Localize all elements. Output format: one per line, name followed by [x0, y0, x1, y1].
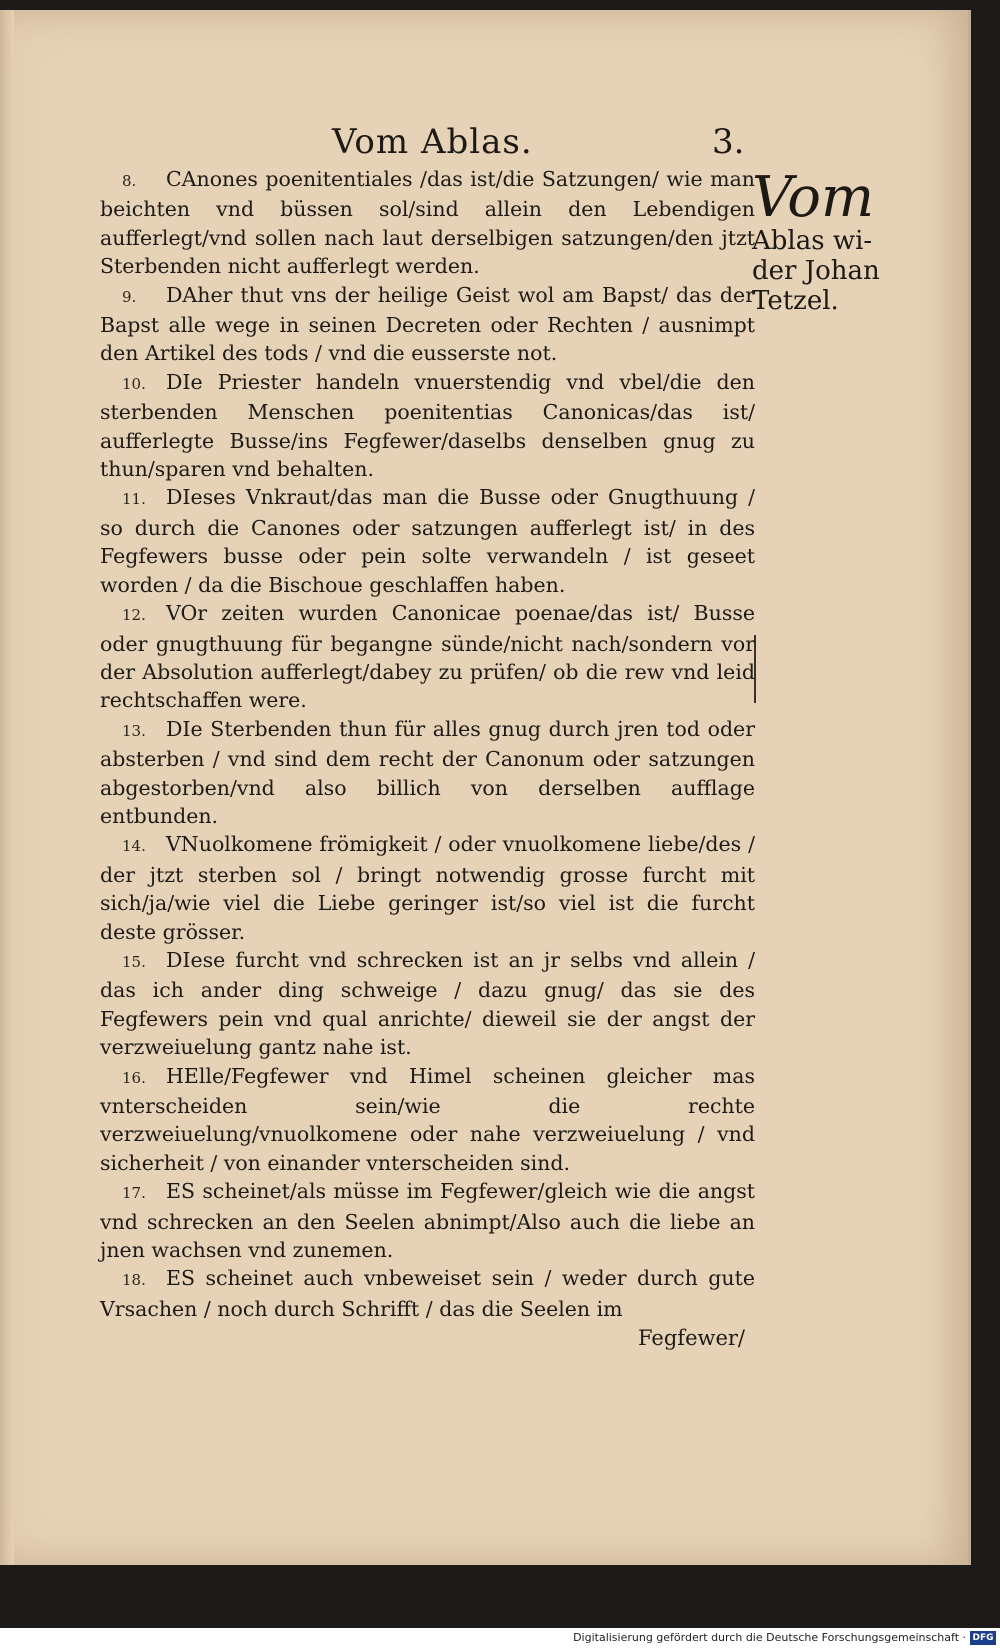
thesis-paragraph: [100, 483, 755, 599]
marginal-note-line: Vom: [752, 165, 875, 230]
thesis-text: HElle/Fegfewer vnd Himel scheinen gleicher mas vnterscheiden sein/wie die rechte verzweiuelung/vnuolkomene oder nahe verzweiuelung / vnd sicherheit / von einander vnterscheiden sind.: [100, 1063, 755, 1175]
thesis-number: 17.: [122, 1184, 146, 1203]
thesis-paragraph: [100, 599, 755, 715]
thesis-paragraph: [100, 281, 755, 368]
thesis-text: DAher thut vns der heilige Geist wol am Bapst/ das der Bapst alle wege in seinen Decreten oder Rechten / ausnimpt den Artikel des tods / vnd die eusserste not.: [100, 282, 755, 366]
thesis-paragraph: [100, 715, 755, 831]
thesis-number: 13.: [122, 721, 146, 740]
thesis-number: 10.: [122, 374, 146, 393]
thesis-paragraph: [100, 1264, 755, 1323]
thesis-paragraph: [100, 165, 755, 281]
thesis-number: 16.: [122, 1068, 146, 1087]
catchword: Fegfewer/: [638, 1326, 746, 1350]
thesis-paragraph: [100, 830, 755, 946]
book-page: [0, 10, 971, 1565]
dfg-logo-icon: DFG: [970, 1631, 996, 1645]
marginal-note-line: Tetzel.: [752, 286, 839, 316]
theses-text: [100, 165, 755, 1323]
marginal-note: [752, 165, 902, 316]
thesis-number: 8.: [122, 172, 137, 190]
thesis-paragraph: [100, 946, 755, 1062]
thesis-text: DIe Sterbenden thun für alles gnug durch jren tod oder absterben / vnd sind dem recht der Canonum oder satzungen abgestorben/vnd also billich von derselben aufflage entbunden.: [100, 716, 755, 828]
funding-credit: Digitalisierung gefördert durch die Deutsche Forschungsgemeinschaft ·: [573, 1631, 966, 1644]
thesis-number: 11.: [122, 490, 146, 509]
thesis-text: DIeses Vnkraut/das man die Busse oder Gnugthuung / so durch die Canones oder satzungen aufferlegt ist/ in des Fegfewers busse oder pein solte verwandeln / ist geseet worden / da die Bischoue geschlaffen haben.: [100, 485, 755, 597]
thesis-paragraph: [100, 1062, 755, 1178]
page-gutter: [0, 10, 14, 1565]
thesis-number: 12.: [122, 606, 146, 625]
thesis-text: VOr zeiten wurden Canonicae poenae/das ist/ Busse oder gnugthuung für begangne sünde/nicht nach/sondern vor der Absolution aufferlegt/dabey zu prüfen/ ob die rew vnd leid rechtschaffen were.: [100, 601, 755, 713]
marginal-note-line: der Johan: [752, 256, 880, 286]
thesis-number: 14.: [122, 837, 146, 856]
thesis-text: DIese furcht vnd schrecken ist an jr selbs vnd allein / das ich ander ding schweige / dazu gnug/ das sie des Fegfewers pein vnd qual anrichte/ dieweil sie der angst der verzweiuelung gantz nahe ist.: [100, 947, 755, 1060]
thesis-number: 9.: [122, 287, 137, 306]
digitization-footer: [0, 1628, 1000, 1650]
thesis-text: ES scheinet auch vnbeweiset sein / weder durch gute Vrsachen / noch durch Schrifft / das die Seelen im: [100, 1266, 755, 1321]
page-number: 3.: [712, 122, 745, 162]
thesis-paragraph: [100, 1177, 755, 1264]
thesis-text: CAnones poenitentiales /das ist/die Satzungen/ wie man beichten vnd büssen sol/sind allein den Lebendigen aufferlegt/vnd sollen nach laut derselbigen satzungen/den jtzt Sterbenden nicht aufferlegt werden.: [100, 167, 755, 279]
page-header: [100, 122, 750, 162]
thesis-paragraph: [100, 368, 755, 484]
thesis-text: ES scheinet/als müsse im Fegfewer/gleich wie die angst vnd schrecken an den Seelen abnimpt/Also auch die liebe an jnen wachsen vnd zunemen.: [100, 1179, 755, 1263]
thesis-number: 18.: [122, 1271, 146, 1290]
thesis-text: VNuolkomene frömigkeit / oder vnuolkomene liebe/des / der jtzt sterben sol / bringt notwendig grosse furcht mit sich/ja/wie viel die Liebe geringer ist/so viel ist die furcht deste grösser.: [100, 832, 755, 944]
running-title: Vom Ablas.: [332, 122, 533, 162]
thesis-number: 15.: [122, 952, 146, 971]
thesis-text: DIe Priester handeln vnuerstendig vnd vbel/die den sterbenden Menschen poenitentias Canonicas/das ist/ aufferlegte Busse/ins Fegfewer/daselbs denselben gnug zu thun/sparen vnd behalten.: [100, 369, 755, 482]
marginal-note-line: Ablas wi-: [752, 226, 873, 256]
